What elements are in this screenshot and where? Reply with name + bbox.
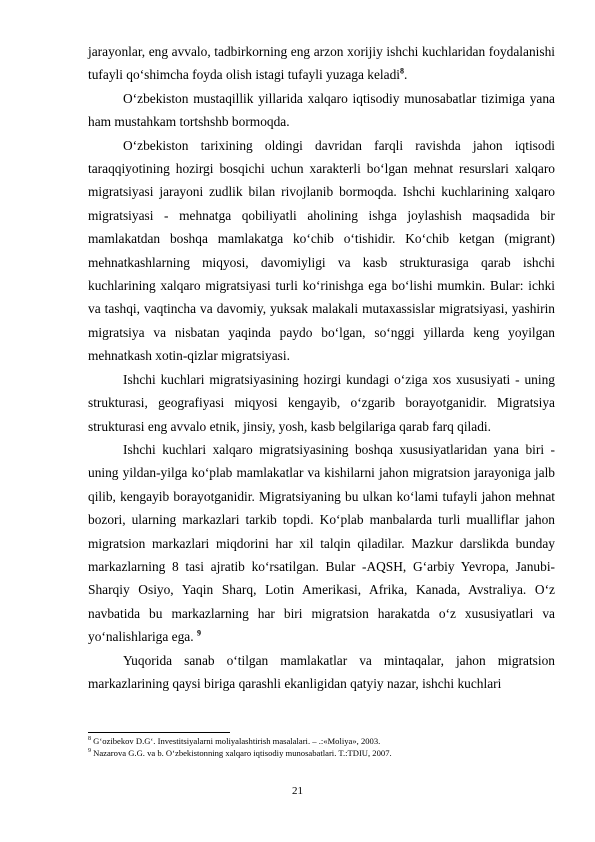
footnote-number: 9 (88, 748, 91, 755)
footnote-separator (88, 732, 230, 733)
footnote-item (88, 735, 555, 747)
body-text (88, 40, 555, 695)
footnote-text: Nazarova G.G. va b. O‘zbekistonning xalqaro iqtisodiy munosabatlari. T.:TDIU, 2007. (93, 748, 392, 758)
footnote-item (88, 747, 555, 759)
paragraph-4: Ishchi kuchlari migratsiyasining hozirgi kundagi o‘ziga xos xususiyati - uning strukturasi, geografiyasi miqyosi kengayib, o‘zgarib borayotganidir. Migratsiya strukturasi eng avvalo etnik, jinsiy, yosh, kasb belgilariga qarab farq qiladi. (88, 371, 555, 434)
paragraph-5 (88, 438, 555, 649)
footnote-number: 8 (88, 736, 91, 743)
footnote-text: G‘ozibekov D.G‘. Investitsiyalarni moliyalashtirish masalalari. – .:«Moliya», 2003. (93, 736, 381, 746)
footnote-ref-8[interactable]: 8 (400, 66, 404, 76)
paragraph-3: O‘zbekiston tarixining oldingi davridan farqli ravishda jahon iqtisodi taraqqiyotining hozirgi bosqichi uchun xarakterli bo‘lgan mehnat resurslari xalqaro migratsiyasi jarayoni zudlik bilan rivojlanib bormoqda. Ishchi kuchlarining xalqaro migratsiyasi - mehnatga qobiliyatli aholining ishga joylashish maqsadida bir mamlakatdan boshqa mamlakatga ko‘chib o‘tishidir. Ko‘chib ketgan (migrant) mehnatkashlarning miqyosi, davomiyligi va kasb strukturasiga qarab ishchi kuchlarining xalqaro migratsiyasi turli ko‘rinishga ega bo‘lishi mumkin. Bular: ichki va tashqi, vaqtincha va davomiy, yuksak malakali mutaxassislar migratsiyasi, yashirin migratsiya va nisbatan yaqinda paydo bo‘lgan, so‘nggi yillarda keng yoyilgan mehnatkash xotin-qizlar migratsiyasi. (88, 137, 555, 364)
footnote-ref-9[interactable]: 9 (196, 628, 201, 638)
paragraph-5-text: Ishchi kuchlari xalqaro migratsiyasining boshqa xususiyatlaridan yana biri - uning yildan-yilga ko‘plab mamlakatlar va kishilarni jahon migratsion jarayoniga jalb qilib, kengayib borayotganidir. Migratsiyaning bu ulkan ko‘lami tufayli jahon mehnat bozori, ularning markazlari tarkib topdi. Ko‘plab manbalarda turli mualliflar jahon migratsion markazlari miqdorini har xil talqin qiladilar. Mazkur darslikda bunday markazlarning 8 tasi ajratib ko‘rsatilgan. Bular -AQSH, G‘arbiy Yevropa, Janubi-Sharqiy Osiyo, Yaqin Sharq, Lotin Amerikasi, Afrika, Kanada, Avstraliya. O‘z navbatida bu markazlarning har biri migratsion harakatda o‘z xususiyatlari va yo‘nalishlariga ega. (88, 441, 555, 645)
paragraph-2: O‘zbekiston mustaqillik yillarida xalqaro iqtisodiy munosabatlar tizimiga yana ham mustahkam tortshshb bormoqda. (88, 90, 555, 130)
paragraph-6: Yuqorida sanab o‘tilgan mamlakatlar va mintaqalar, jahon migratsion markazlarining qaysi biriga qarashli ekanligidan qatyiy nazar, ishchi kuchlari (88, 652, 555, 691)
page-number: 21 (292, 785, 303, 797)
paragraph-1-text: jarayonlar, eng avvalo, tadbirkorning eng arzon xorijiy ishchi kuchlaridan foydalanishi tufayli qo‘shimcha foyda olish istagi tufayli yuzaga keladi (88, 44, 555, 83)
paragraph-1 (88, 40, 555, 87)
footnotes (88, 735, 555, 759)
paragraph-1-end: . (404, 67, 408, 83)
